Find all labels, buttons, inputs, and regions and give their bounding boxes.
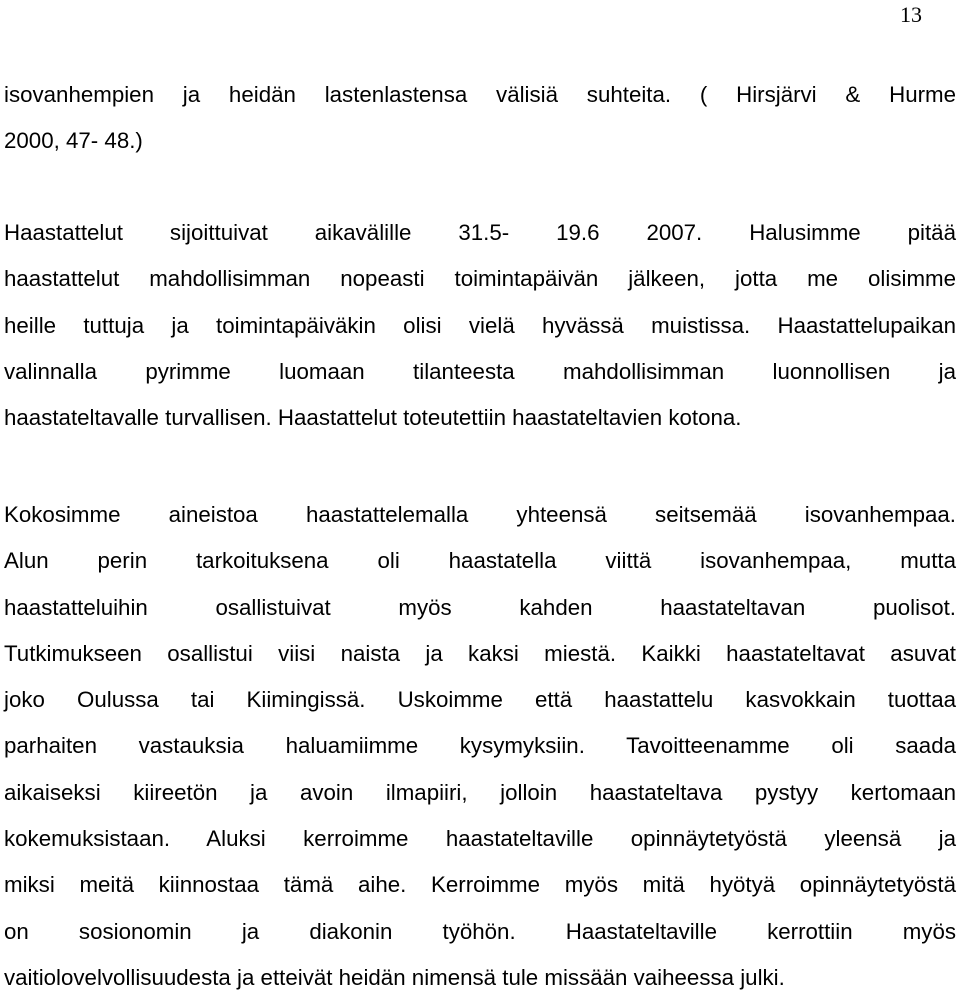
paragraph-2 [4,210,956,441]
text-line: Kokosimme aineistoa haastattelemalla yhteensä seitsemää isovanhempaa. [4,502,956,527]
text-line: vaitiolovelvollisuudesta ja etteivät heidän nimensä tule missään vaiheessa julki. [4,964,785,990]
paragraph-3 [4,492,956,1001]
text-line: Tutkimukseen osallistui viisi naista ja kaksi miestä. Kaikki haastateltavat asuvat [4,640,956,666]
text-line: heille tuttuja ja toimintapäiväkin olisi vielä hyvässä muistissa. Haastattelupaikan [4,312,956,338]
text-line: haastatteluihin osallistuivat myös kahden haastateltavan puolisot. [4,594,956,620]
page-number: 13 [900,2,922,27]
paragraph-1 [4,72,956,165]
text-line: 2000, 47- 48.) [4,128,143,154]
text-line: valinnalla pyrimme luomaan tilanteesta mahdollisimman luonnollisen ja [4,358,956,384]
text-line: kokemuksistaan. Aluksi kerroimme haastateltaville opinnäytetyöstä yleensä ja [4,826,956,852]
text-line: haastattelut mahdollisimman nopeasti toimintapäivän jälkeen, jotta me olisimme [4,266,956,292]
text-line: haastateltavalle turvallisen. Haastattelut toteutettiin haastateltavien kotona. [4,405,742,431]
text-line: isovanhempien ja heidän lastenlastensa välisiä suhteita. ( Hirsjärvi & Hurme [4,82,956,107]
text-line: on sosionomin ja diakonin työhön. Haastateltaville kerrottiin myös [4,918,956,944]
text-line: aikaiseksi kiireetön ja avoin ilmapiiri, jolloin haastateltava pystyy kertomaan [4,779,956,805]
text-line: Haastattelut sijoittuivat aikavälille 31.5- 19.6 2007. Halusimme pitää [4,220,956,245]
text-line: miksi meitä kiinnostaa tämä aihe. Kerroimme myös mitä hyötyä opinnäytetyöstä [4,872,956,898]
text-line: parhaiten vastauksia haluamiimme kysymyksiin. Tavoitteenamme oli saada [4,733,956,759]
text-line: joko Oulussa tai Kiimingissä. Uskoimme että haastattelu kasvokkain tuottaa [4,687,956,713]
text-line: Alun perin tarkoituksena oli haastatella viittä isovanhempaa, mutta [4,548,956,574]
